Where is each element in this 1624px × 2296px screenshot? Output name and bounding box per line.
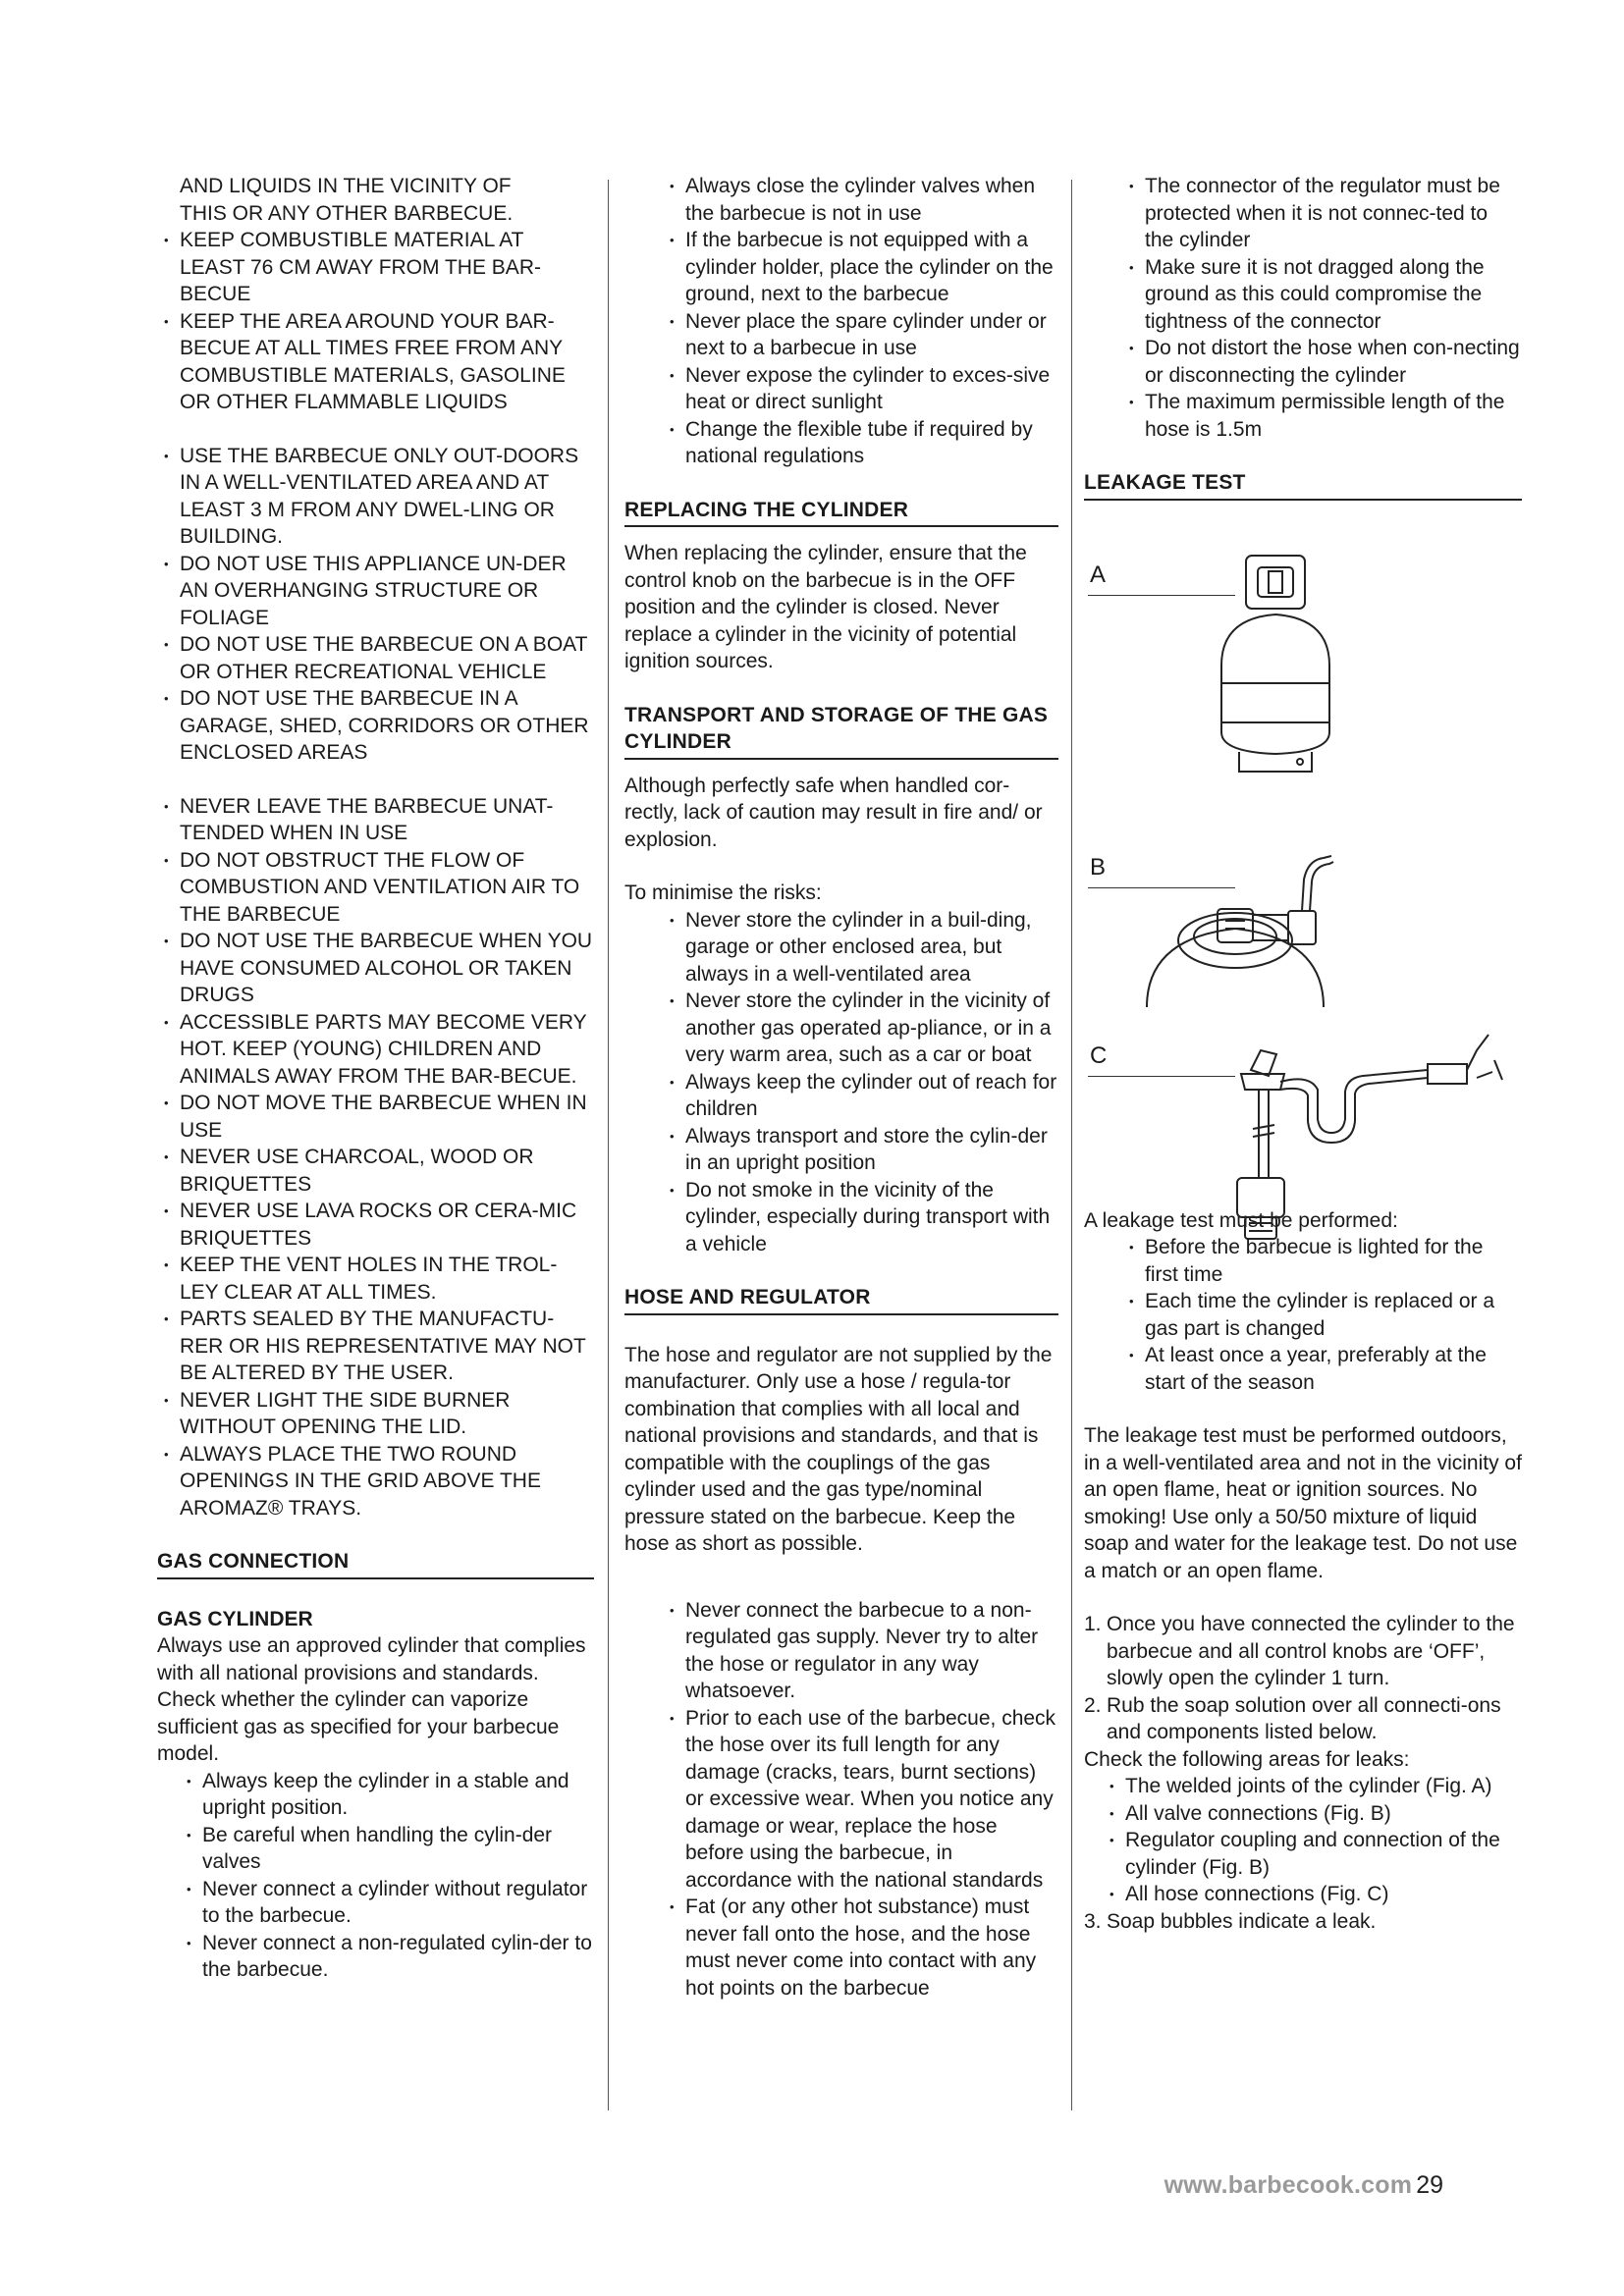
section-heading-gas-connection: GAS CONNECTION: [157, 1548, 594, 1579]
instruction-item: • Never connect a cylinder without regulator to the barbecue.: [180, 1876, 594, 1930]
instruction-list: [624, 173, 1058, 470]
instruction-item: • The welded joints of the cylinder (Fig. A): [1103, 1773, 1522, 1800]
warning-item: • NEVER LIGHT THE SIDE BURNER WITHOUT OPENING THE LID.: [157, 1387, 594, 1441]
instruction-item: • Prior to each use of the barbecue, check the hose over its full length for any damage (cracks, tears, burnt sections) or excessive wear. When you notice any damage or wear, replace the hose before using the barbecue, in accordance with the national standards: [663, 1705, 1058, 1895]
step-list: [1084, 1908, 1522, 1936]
section-heading-leakage: LEAKAGE TEST: [1084, 469, 1522, 501]
instruction-list: [624, 1597, 1058, 2002]
warning-item: • KEEP THE AREA AROUND YOUR BAR-BECUE AT ALL TIMES FREE FROM ANY COMBUSTIBLE MATERIALS, GASOLINE OR OTHER FLAMMABLE LIQUIDS: [157, 308, 594, 416]
warning-item: • ALWAYS PLACE THE TWO ROUND OPENINGS IN THE GRID ABOVE THE AROMAZ® TRAYS.: [157, 1441, 594, 1522]
warning-item: • DO NOT USE THE BARBECUE WHEN YOU HAVE CONSUMED ALCOHOL OR TAKEN DRUGS: [157, 928, 594, 1009]
step-text: Soap bubbles indicate a leak.: [1107, 1909, 1377, 1933]
instruction-item: • Always keep the cylinder out of reach for children: [663, 1069, 1058, 1123]
instruction-item: • Fat (or any other hot substance) must never fall onto the hose, and the hose must never come into contact with any hot points on the barbecue: [663, 1894, 1058, 2002]
instruction-item: • Each time the cylinder is replaced or a gas part is changed: [1122, 1288, 1522, 1342]
instruction-item: • Never expose the cylinder to exces-sive heat or direct sunlight: [663, 362, 1058, 416]
warning-item: • NEVER LEAVE THE BARBECUE UNAT-TENDED WHEN IN USE: [157, 793, 594, 847]
warning-item: • NEVER USE CHARCOAL, WOOD OR BRIQUETTES: [157, 1144, 594, 1198]
column-right: [1084, 173, 1522, 1935]
instruction-list: [1084, 1773, 1522, 1908]
warning-item: • ACCESSIBLE PARTS MAY BECOME VERY HOT. KEEP (YOUNG) CHILDREN AND ANIMALS AWAY FROM THE BAR-BECUE.: [157, 1009, 594, 1091]
instruction-item: • Regulator coupling and connection of the cylinder (Fig. B): [1103, 1827, 1522, 1881]
section-heading-replacing: REPLACING THE CYLINDER: [624, 497, 1058, 528]
warning-item: • DO NOT OBSTRUCT THE FLOW OF COMBUSTION AND VENTILATION AIR TO THE BARBECUE: [157, 847, 594, 929]
warning-item: • KEEP COMBUSTIBLE MATERIAL AT LEAST 76 CM AWAY FROM THE BAR-BECUE: [157, 227, 594, 308]
warning-list: [157, 443, 594, 767]
column-left: [157, 173, 594, 1984]
section-heading-hose: HOSE AND REGULATOR: [624, 1284, 1058, 1315]
section-heading-transport: TRANSPORT AND STORAGE OF THE GAS CYLINDER: [624, 702, 1058, 760]
instruction-item: • Be careful when handling the cylin-der valves: [180, 1822, 594, 1876]
instruction-item: • Do not distort the hose when con-necting or disconnecting the cylinder: [1122, 335, 1522, 389]
instruction-item: • Never connect the barbecue to a non-regulated gas supply. Never try to alter the hose or regulator in any way whatsoever.: [663, 1597, 1058, 1705]
hose-connection-illustration: [1182, 1031, 1506, 1256]
gas-cylinder-illustration: [1202, 550, 1349, 781]
instruction-list: [624, 907, 1058, 1258]
instruction-item: • Always close the cylinder valves when the barbecue is not in use: [663, 173, 1058, 227]
warning-item: • DO NOT USE THIS APPLIANCE UN-DER AN OVERHANGING STRUCTURE OR FOLIAGE: [157, 551, 594, 632]
step-text: Rub the soap solution over all connecti-ons and components listed below.: [1107, 1693, 1501, 1743]
instruction-list: [157, 1768, 594, 1984]
step-item: [1084, 1908, 1522, 1936]
warning-item: • DO NOT USE THE BARBECUE ON A BOAT OR OTHER RECREATIONAL VEHICLE: [157, 631, 594, 685]
warning-item: • DO NOT USE THE BARBECUE IN A GARAGE, SHED, CORRIDORS OR OTHER ENCLOSED AREAS: [157, 685, 594, 767]
body-text: When replacing the cylinder, ensure that the control knob on the barbecue is in the OFF position and the cylinder is closed. Never replace a cylinder in the vicinity of potential ignition sources.: [624, 542, 1027, 672]
warning-item: • KEEP THE VENT HOLES IN THE TROL-LEY CLEAR AT ALL TIMES.: [157, 1252, 594, 1306]
instruction-item: • At least once a year, preferably at the start of the season: [1122, 1342, 1522, 1396]
list-intro: To minimise the risks:: [624, 881, 822, 904]
step-item: [1084, 1692, 1522, 1746]
warning-list: [157, 227, 594, 416]
instruction-item: • All valve connections (Fig. B): [1103, 1800, 1522, 1828]
instruction-item: • The maximum permissible length of the hose is 1.5m: [1122, 389, 1522, 443]
step-item: [1084, 1611, 1522, 1692]
list-intro: Check the following areas for leaks:: [1084, 1747, 1410, 1771]
intro-line: THIS OR ANY OTHER BARBECUE.: [180, 201, 514, 225]
warning-item: • PARTS SEALED BY THE MANUFACTU-RER OR HIS REPRESENTATIVE MAY NOT BE ALTERED BY THE USER.: [157, 1306, 594, 1387]
instruction-item: • Never store the cylinder in a buil-ding, garage or other enclosed area, but always in a well-ventilated area: [663, 907, 1058, 988]
instruction-item: • Do not smoke in the vicinity of the cylinder, especially during transport with a vehicle: [663, 1177, 1058, 1258]
instruction-item: • Never store the cylinder in the vicinity of another gas operated ap-pliance, or in a very warm area, such as a car or boat: [663, 988, 1058, 1069]
instruction-item: • If the barbecue is not equipped with a cylinder holder, place the cylinder on the ground, next to the barbecue: [663, 227, 1058, 308]
warning-item: • DO NOT MOVE THE BARBECUE WHEN IN USE: [157, 1090, 594, 1144]
figure-label-c: C: [1090, 1041, 1108, 1069]
subheading-gas-cylinder: GAS CYLINDER: [157, 1607, 313, 1630]
warning-list: [157, 793, 594, 1522]
instruction-item: • Never connect a non-regulated cylin-der to the barbecue.: [180, 1930, 594, 1984]
list-intro: A leakage test must be performed:: [1084, 1208, 1398, 1232]
valve-regulator-illustration: [1127, 850, 1373, 1017]
instruction-item: • Before the barbecue is lighted for the first time: [1122, 1234, 1522, 1288]
page-number: 29: [1416, 2171, 1443, 2199]
body-text: The leakage test must be performed outdoors, in a well-ventilated area and not in the vicinity of an open flame, heat or ignition sources. No smoking! Use only a 50/50 mixture of liquid soap and water for the leakage test. Do not use a match or an open flame.: [1084, 1424, 1522, 1582]
page-footer: [1164, 2171, 1443, 2200]
column-divider: [1071, 180, 1072, 2110]
body-text: Always use an approved cylinder that complies with all national provisions and standards. Check whether the cylinder can vaporize sufficient gas as specified for your barbecue model.: [157, 1634, 586, 1765]
warning-item: • USE THE BARBECUE ONLY OUT-DOORS IN A WELL-VENTILATED AREA AND AT LEAST 3 M FROM ANY DWEL-LING OR BUILDING.: [157, 443, 594, 551]
column-middle: [624, 173, 1058, 2002]
column-divider: [608, 180, 609, 2110]
instruction-item: • Change the flexible tube if required by national regulations: [663, 416, 1058, 470]
body-text: The hose and regulator are not supplied by the manufacturer. Only use a hose / regula-tor combination that complies with all local and national provisions and standards, and that is compatible with the couplings of the gas cylinder used and the gas type/nominal pressure stated on the barbecue. Keep the hose as short as possible.: [624, 1343, 1053, 1555]
instruction-item: • All hose connections (Fig. C): [1103, 1881, 1522, 1908]
instruction-list: [1084, 1234, 1522, 1396]
instruction-list: [1084, 173, 1522, 443]
instruction-item: • Never place the spare cylinder under or next to a barbecue in use: [663, 308, 1058, 362]
step-list: [1084, 1611, 1522, 1746]
figure-label-a: A: [1090, 561, 1107, 588]
intro-line: AND LIQUIDS IN THE VICINITY OF: [180, 175, 512, 197]
step-number: 2.: [1084, 1693, 1102, 1717]
instruction-item: • Always keep the cylinder in a stable and upright position.: [180, 1768, 594, 1822]
instruction-item: • Make sure it is not dragged along the ground as this could compromise the tightness of the connector: [1122, 254, 1522, 336]
leakage-test-figures: [1084, 501, 1522, 1207]
instruction-item: • The connector of the regulator must be protected when it is not connec-ted to the cylinder: [1122, 173, 1522, 254]
step-number: 1.: [1084, 1613, 1102, 1635]
warning-item: • NEVER USE LAVA ROCKS OR CERA-MIC BRIQUETTES: [157, 1198, 594, 1252]
body-text: Although perfectly safe when handled cor-rectly, lack of caution may result in fire and/ or explosion.: [624, 774, 1043, 851]
step-text: Once you have connected the cylinder to the barbecue and all control knobs are ‘OFF’, slowly open the cylinder 1 turn.: [1107, 1613, 1515, 1689]
website-link[interactable]: www.barbecook.com: [1164, 2171, 1413, 2199]
step-number: 3.: [1084, 1909, 1102, 1933]
instruction-item: • Always transport and store the cylin-der in an upright position: [663, 1123, 1058, 1177]
figure-label-b: B: [1090, 853, 1107, 881]
